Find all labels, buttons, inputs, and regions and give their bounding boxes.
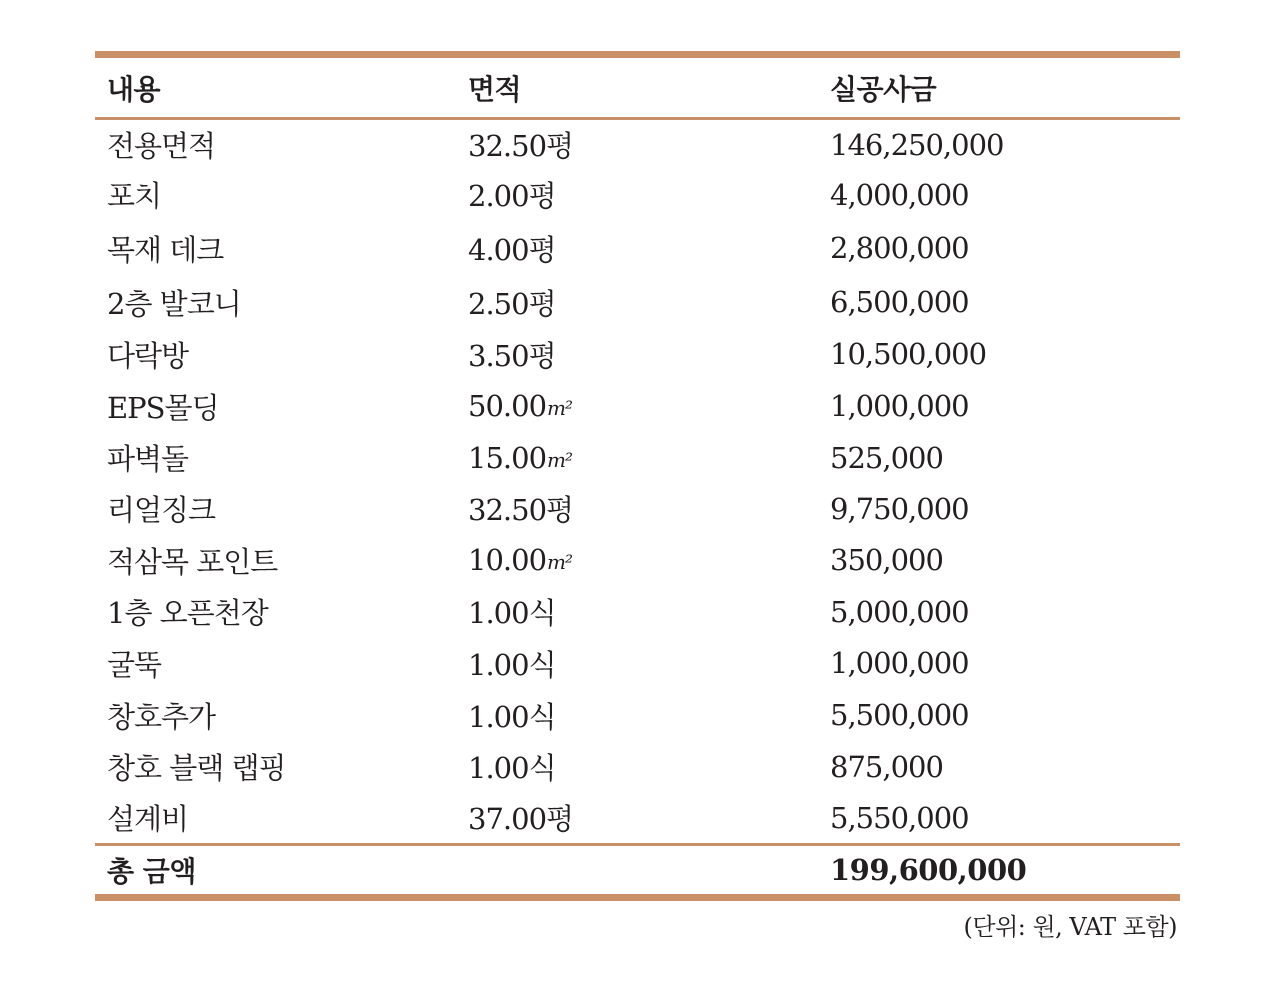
row-cost: 4,000,000 — [830, 177, 969, 212]
table-row — [95, 276, 1180, 328]
row-area-value: 32.50평 — [468, 493, 574, 527]
row-cost: 2,800,000 — [830, 231, 969, 265]
table-row — [95, 741, 1180, 792]
row-item: 파벽돌 — [107, 442, 189, 476]
row-item: 적삼목 포인트 — [107, 544, 278, 579]
row-area-value: 1.00식 — [468, 751, 556, 785]
header-item: 내용 — [107, 72, 161, 106]
table-row — [95, 637, 1180, 689]
row-cost: 5,000,000 — [830, 594, 969, 629]
row-item: 굴뚝 — [107, 647, 162, 682]
row-area-unit: m² — [547, 396, 573, 420]
row-area — [468, 380, 572, 432]
row-area — [468, 741, 556, 792]
row-cost: 1,000,000 — [830, 646, 969, 680]
row-area-value: 32.50평 — [468, 129, 574, 163]
row-cost: 6,500,000 — [830, 285, 969, 319]
row-area-value: 15.00 — [468, 440, 547, 475]
row-area — [468, 120, 573, 169]
table-row — [95, 483, 1180, 534]
row-area — [468, 169, 556, 220]
row-area-value: 2.50평 — [468, 286, 556, 321]
row-area-value: 10.00 — [468, 543, 547, 577]
row-cost: 9,750,000 — [830, 491, 969, 526]
row-item: 전용면적 — [107, 129, 216, 163]
table-row — [95, 380, 1180, 432]
row-item: 창호추가 — [107, 699, 216, 734]
row-cost: 146,250,000 — [830, 127, 1004, 162]
header-area: 면적 — [468, 72, 522, 106]
row-area-unit: m² — [547, 447, 573, 472]
table-row — [95, 534, 1180, 586]
table-row — [95, 169, 1180, 220]
row-cost: 875,000 — [830, 749, 943, 784]
row-area-value: 3.50평 — [468, 338, 556, 373]
row-area — [468, 328, 556, 380]
row-cost: 525,000 — [830, 440, 943, 475]
table-row — [95, 432, 1180, 483]
row-area-value: 4.00평 — [468, 232, 556, 267]
row-area-value: 1.00식 — [468, 699, 556, 734]
row-area-unit: m² — [547, 550, 573, 574]
table-row — [95, 689, 1180, 741]
row-item: 포치 — [107, 179, 162, 213]
header-cost: 실공사금 — [830, 72, 937, 106]
row-item: 목재 데크 — [107, 232, 224, 267]
row-item: EPS몰딩 — [107, 390, 219, 425]
row-item: 창호 블랙 랩핑 — [107, 751, 286, 785]
row-area-value: 1.00식 — [468, 596, 556, 630]
table-row — [95, 328, 1180, 380]
table-top-rule — [95, 51, 1180, 58]
cost-table — [95, 51, 1180, 901]
row-area-value: 37.00평 — [468, 802, 574, 836]
table-row — [95, 120, 1180, 169]
row-cost: 350,000 — [830, 543, 943, 577]
row-area — [468, 432, 572, 483]
table-body — [95, 120, 1180, 843]
row-area — [468, 689, 556, 741]
row-cost: 5,500,000 — [830, 698, 969, 732]
row-area — [468, 483, 573, 534]
row-area — [468, 637, 556, 689]
total-cost: 199,600,000 — [830, 853, 1027, 887]
total-row — [95, 846, 1180, 894]
row-area — [468, 586, 556, 637]
row-cost: 1,000,000 — [830, 389, 969, 423]
row-item: 리얼징크 — [107, 493, 216, 527]
table-row — [95, 220, 1180, 276]
table-row — [95, 586, 1180, 637]
row-area — [468, 534, 572, 586]
row-item: 1층 오픈천장 — [107, 596, 268, 630]
row-area — [468, 276, 556, 328]
row-item: 설계비 — [107, 802, 189, 836]
unit-note: (단위: 원, VAT 포함) — [963, 913, 1177, 941]
row-cost: 5,550,000 — [830, 800, 969, 835]
total-label: 총 금액 — [107, 855, 196, 888]
row-item: 다락방 — [107, 338, 189, 373]
table-bottom-rule — [95, 894, 1180, 901]
row-area-value: 50.00 — [468, 389, 547, 423]
table-header-row — [95, 58, 1180, 117]
row-area — [468, 220, 556, 276]
row-item: 2층 발코니 — [107, 286, 241, 321]
row-area-value: 2.00평 — [468, 179, 556, 213]
table-row — [95, 792, 1180, 843]
row-area-value: 1.00식 — [468, 647, 556, 682]
row-cost: 10,500,000 — [830, 337, 987, 371]
row-area — [468, 792, 573, 843]
